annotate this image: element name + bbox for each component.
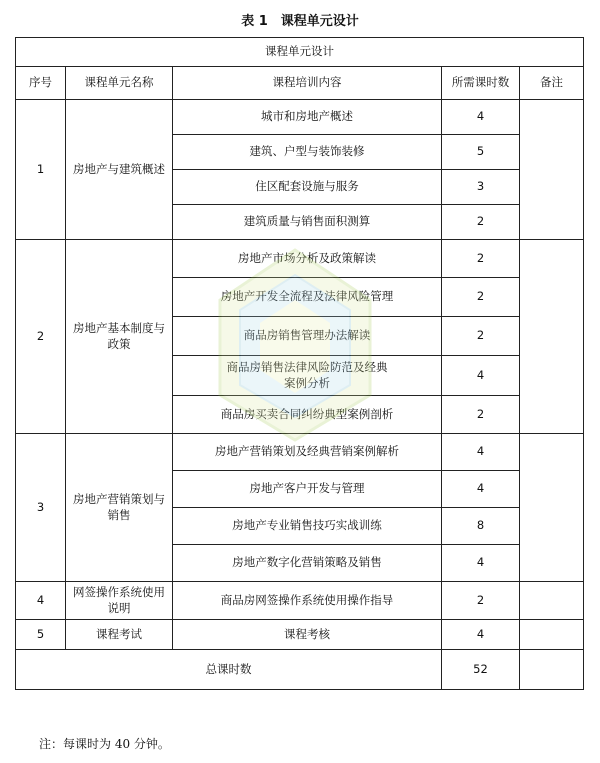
note-cell xyxy=(520,434,584,582)
hours-cell: 4 xyxy=(442,434,520,471)
header-seq: 序号 xyxy=(16,67,66,100)
note-cell xyxy=(520,240,584,434)
table-row xyxy=(16,434,584,471)
hours-cell: 4 xyxy=(442,471,520,508)
content-cell: 房地产数字化营销策略及销售 xyxy=(173,545,442,582)
header-note: 备注 xyxy=(520,67,584,100)
content-cell: 房地产市场分析及政策解读 xyxy=(173,240,442,278)
total-row xyxy=(16,650,584,690)
hours-cell: 3 xyxy=(442,170,520,205)
hours-cell: 8 xyxy=(442,508,520,545)
table-row xyxy=(16,582,584,620)
content-cell: 房地产专业销售技巧实战训练 xyxy=(173,508,442,545)
unit-name: 课程考试 xyxy=(66,620,173,650)
header-content: 课程培训内容 xyxy=(173,67,442,100)
hours-cell: 2 xyxy=(442,240,520,278)
header-hours: 所需课时数 xyxy=(442,67,520,100)
content-cell: 商品房买卖合同纠纷典型案例剖析 xyxy=(173,396,442,434)
hours-cell: 5 xyxy=(442,135,520,170)
content-cell: 商品房网签操作系统使用操作指导 xyxy=(173,582,442,620)
unit-seq: 3 xyxy=(16,434,66,582)
content-cell: 建筑、户型与装饰装修 xyxy=(173,135,442,170)
hours-cell: 2 xyxy=(442,317,520,356)
content-cell: 房地产客户开发与管理 xyxy=(173,471,442,508)
content-cell: 房地产开发全流程及法律风险管理 xyxy=(173,278,442,317)
hours-cell: 4 xyxy=(442,356,520,396)
content-cell: 住区配套设施与服务 xyxy=(173,170,442,205)
note-cell xyxy=(520,650,584,690)
note-cell xyxy=(520,582,584,620)
table-row xyxy=(16,240,584,278)
content-cell: 建筑质量与销售面积测算 xyxy=(173,205,442,240)
hours-cell: 2 xyxy=(442,396,520,434)
table-caption: 表 1 课程单元设计 xyxy=(241,14,359,29)
unit-name: 房地产营销策划与销售 xyxy=(66,434,173,582)
unit-seq: 2 xyxy=(16,240,66,434)
note-cell xyxy=(520,620,584,650)
total-label: 总课时数 xyxy=(16,650,442,690)
content-text: 商品房销售法律风险防范及经典案例分析 xyxy=(226,359,388,390)
table-title: 课程单元设计 xyxy=(16,38,584,67)
header-unit: 课程单元名称 xyxy=(66,67,173,100)
unit-name: 房地产与建筑概述 xyxy=(66,100,173,240)
unit-name: 网签操作系统使用说明 xyxy=(66,582,173,620)
unit-seq: 5 xyxy=(16,620,66,650)
unit-seq: 4 xyxy=(16,582,66,620)
content-cell: 商品房销售管理办法解读 xyxy=(173,317,442,356)
content-cell: 城市和房地产概述 xyxy=(173,100,442,135)
content-cell xyxy=(173,356,442,396)
hours-cell: 4 xyxy=(442,100,520,135)
hours-cell: 2 xyxy=(442,278,520,317)
hours-cell: 4 xyxy=(442,620,520,650)
hours-cell: 4 xyxy=(442,545,520,582)
table-row xyxy=(16,620,584,650)
table-row xyxy=(16,100,584,135)
total-hours: 52 xyxy=(442,650,520,690)
note-cell xyxy=(520,100,584,240)
unit-name: 房地产基本制度与政策 xyxy=(66,240,173,434)
content-cell: 房地产营销策划及经典营销案例解析 xyxy=(173,434,442,471)
hours-cell: 2 xyxy=(442,582,520,620)
footnote: 注：每课时为 40 分钟。 xyxy=(39,737,170,751)
unit-seq: 1 xyxy=(16,100,66,240)
course-unit-table xyxy=(15,37,584,690)
content-cell: 课程考核 xyxy=(173,620,442,650)
hours-cell: 2 xyxy=(442,205,520,240)
